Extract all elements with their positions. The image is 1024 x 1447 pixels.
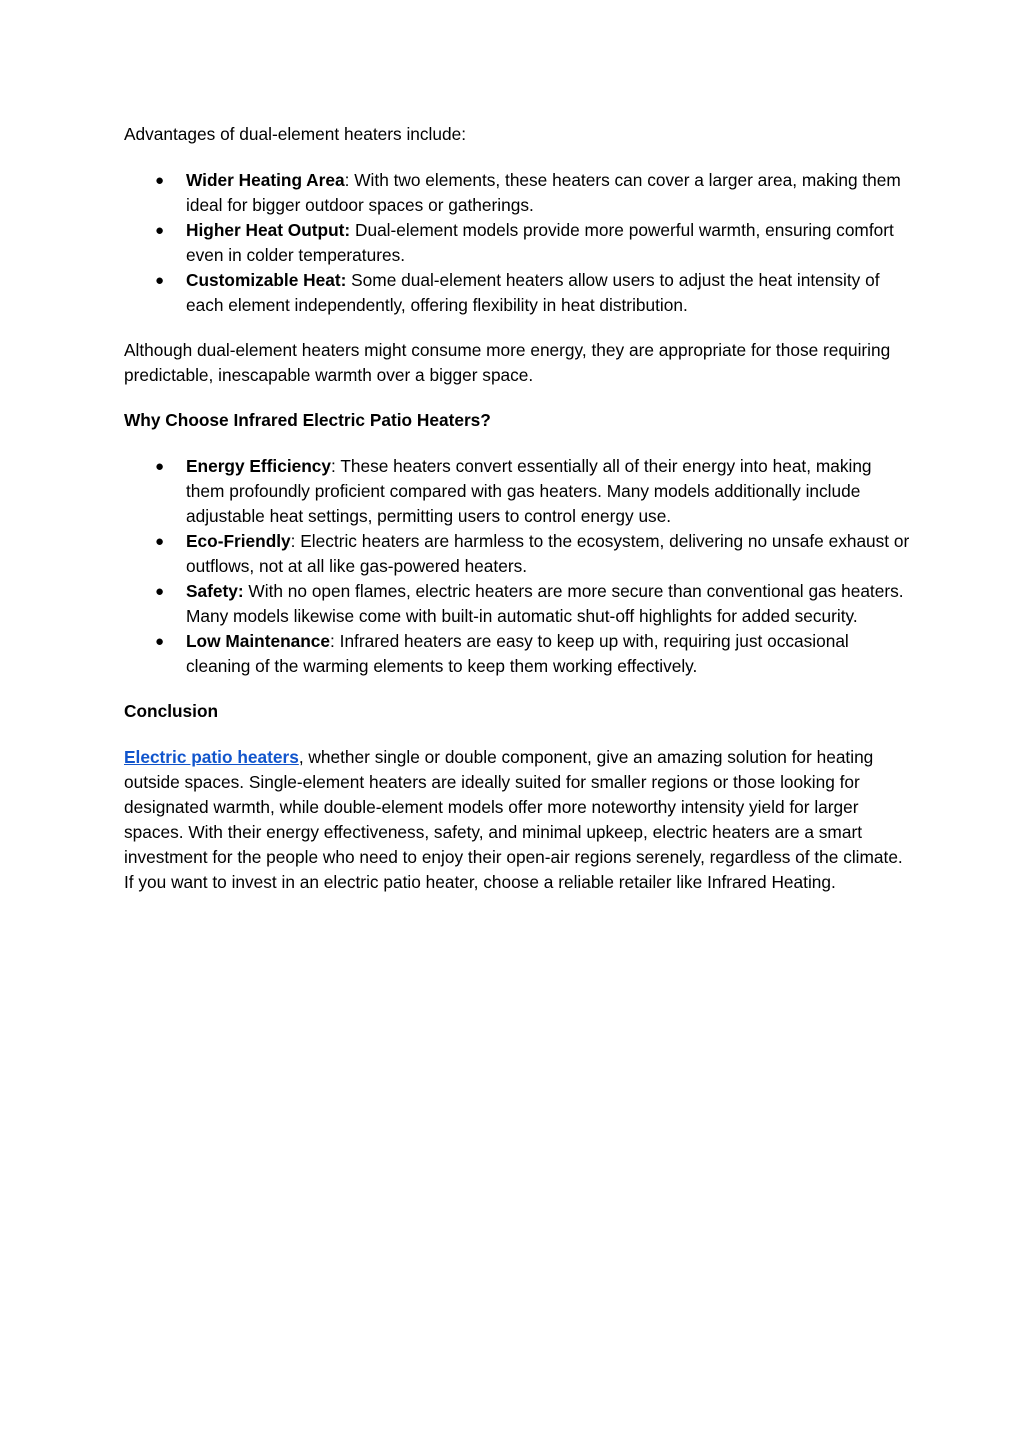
electric-patio-heaters-link[interactable]: Electric patio heaters (124, 747, 299, 767)
reasons-list (124, 454, 914, 679)
list-item (124, 218, 914, 268)
section-heading-conclusion: Conclusion (124, 701, 219, 721)
list-item-separator: : (290, 531, 296, 551)
list-item-text: Some dual-element heaters allow users to adjust the heat intensity of each element independently, offering flexibility in heat distribution. (186, 270, 880, 315)
conclusion-text: , whether single or double component, give an amazing solution for heating outside spaces. Single-element heaters are ideally suited for smaller regions or those looking for designated warmth, while double-element models offer more noteworthy intensity yield for larger spaces. With their energy effectiveness, safety, and minimal upkeep, electric heaters are a smart investment for the people who need to enjoy their open-air regions serenely, regardless of the climate. If you want to invest in an electric patio heater, choose a reliable retailer like Infrared Heating. (124, 747, 903, 892)
list-item-term: Higher Heat Output: (186, 220, 351, 240)
bullet-icon: ● (155, 172, 165, 189)
list-item-text: With two elements, these heaters can cover a larger area, making them ideal for bigger outdoor spaces or gatherings. (186, 170, 901, 215)
advantages-list (124, 168, 914, 318)
bullet-icon: ● (155, 633, 165, 650)
bullet-icon: ● (155, 583, 165, 600)
list-item (124, 579, 914, 629)
list-item (124, 168, 914, 218)
dual-element-paragraph: Although dual-element heaters might consume more energy, they are appropriate for those requiring predictable, inescapable warmth over a bigger space. (124, 340, 891, 385)
list-item-separator: : (344, 170, 350, 190)
list-item-term: Energy Efficiency (186, 456, 332, 476)
list-item-text: These heaters convert essentially all of their energy into heat, making them profoundly proficient compared with gas heaters. Many models additionally include adjustable heat settings, permitting users to control energy use. (186, 456, 872, 526)
bullet-icon: ● (155, 458, 165, 475)
bullet-icon: ● (155, 533, 165, 550)
list-item-separator: : (330, 631, 335, 651)
list-item-text: Infrared heaters are easy to keep up with, requiring just occasional cleaning of the warming elements to keep them working effectively. (186, 631, 849, 676)
list-item-term: Eco-Friendly (186, 531, 291, 551)
list-item (124, 268, 914, 318)
list-item (124, 454, 914, 529)
list-item-text: Dual-element models provide more powerful warmth, ensuring comfort even in colder temperatures. (186, 220, 894, 265)
list-item-text: Electric heaters are harmless to the ecosystem, delivering no unsafe exhaust or outflows, not at all like gas-powered heaters. (186, 531, 910, 576)
list-item-separator: : (331, 456, 336, 476)
list-item-term: Customizable Heat: (186, 270, 347, 290)
bullet-icon: ● (155, 222, 165, 239)
conclusion-paragraph (124, 745, 914, 895)
list-item (124, 529, 914, 579)
list-item-term: Safety: (186, 581, 244, 601)
section-heading-why: Why Choose Infrared Electric Patio Heaters? (124, 410, 491, 430)
list-item (124, 629, 914, 679)
list-item-text: With no open flames, electric heaters are more secure than conventional gas heaters. Many models likewise come with built-in automatic shut-off highlights for added security. (186, 581, 904, 626)
list-item-term: Low Maintenance (186, 631, 331, 651)
intro-text: Advantages of dual-element heaters include: (124, 124, 467, 144)
list-item-term: Wider Heating Area (186, 170, 345, 190)
document-page (124, 122, 914, 915)
bullet-icon: ● (155, 272, 165, 289)
